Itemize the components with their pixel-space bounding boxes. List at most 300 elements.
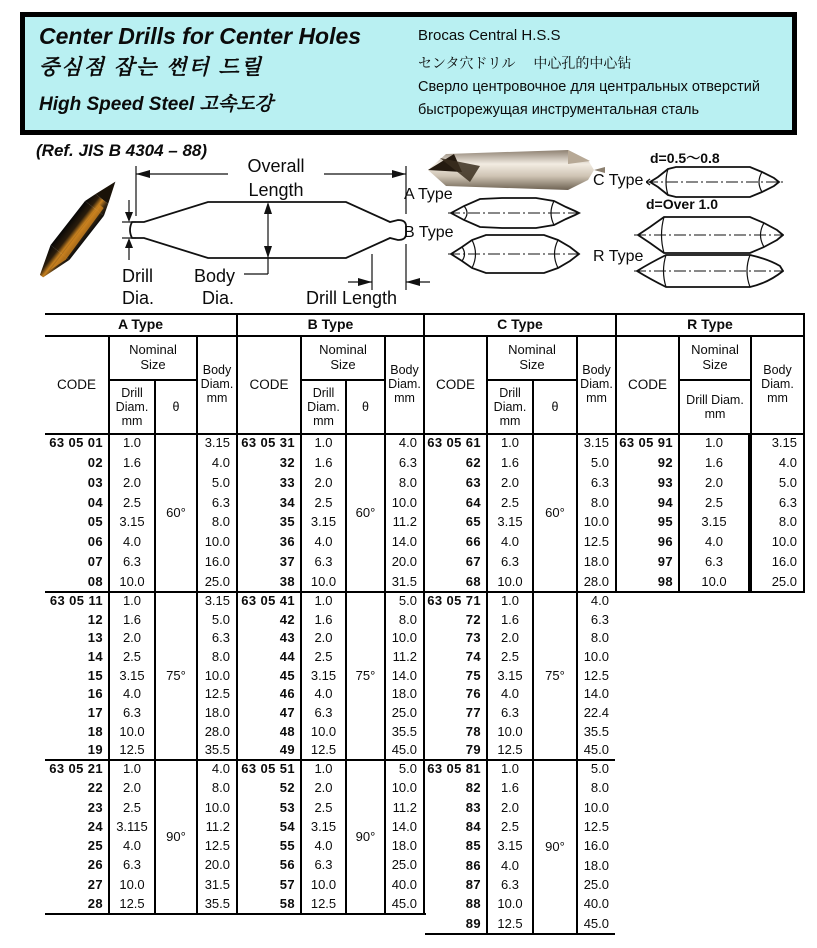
- body-diam-column: [384, 433, 423, 591]
- drill-diam-cell: 3.15: [310, 818, 337, 834]
- code-column: [45, 591, 110, 759]
- drill-diam-cell: 4.0: [314, 534, 333, 550]
- spec-block: [425, 591, 615, 759]
- title-japanese-chinese: センタ穴ドリル 中心孔的中心钻: [418, 55, 632, 71]
- column-headers: [238, 335, 423, 433]
- theta-cell: 75°: [545, 667, 565, 683]
- theta-cell: 60°: [166, 504, 186, 520]
- spec-block: [238, 433, 423, 591]
- body-diam-cell: 6.3: [590, 611, 609, 627]
- body-diam-column: [196, 759, 236, 913]
- theta-column: [156, 433, 196, 591]
- body-diam-cell: 5.0: [590, 455, 609, 471]
- body-diam-cell: 14.0: [391, 818, 417, 834]
- overall-length-label-1: Overall: [247, 158, 305, 176]
- drill-diam-cell: 6.3: [500, 553, 520, 569]
- drill-diam-cell: 2.5: [704, 494, 724, 510]
- body-diam-column: [384, 591, 423, 759]
- code-cell: 79: [465, 742, 481, 758]
- theta-cell: 75°: [166, 667, 186, 683]
- body-diam-cell: 35.5: [204, 895, 230, 911]
- drill-diam-cell: 10.0: [701, 573, 727, 589]
- c-type-large-note: d=Over 1.0: [646, 196, 718, 212]
- code-cell: 37: [279, 553, 295, 569]
- drill-diam-cell: 6.3: [122, 704, 142, 720]
- type-header-a: A Type: [117, 316, 164, 332]
- body-diam-column: [196, 591, 236, 759]
- type-label-r: R Type: [593, 248, 644, 265]
- body-diam-cell: 6.3: [211, 494, 230, 510]
- code-cell: 63 05 61: [427, 435, 481, 451]
- body-diam-cell: 20.0: [391, 553, 417, 569]
- drill-diam-column: [488, 591, 534, 759]
- body-diam-cell: 8.0: [590, 494, 609, 510]
- code-cell: 93: [657, 474, 673, 490]
- drill-diam-header: Drill Diam. mm: [110, 381, 156, 433]
- code-column: [425, 759, 488, 933]
- body-diam-cell: 16.0: [771, 553, 797, 569]
- code-cell: 32: [279, 455, 295, 471]
- body-diam-cell: 45.0: [583, 742, 609, 758]
- body-diam-cell: 4.0: [211, 455, 230, 471]
- drill-diam-cell: 1.0: [122, 592, 142, 608]
- theta-header: θ: [362, 400, 369, 414]
- drill-diam-cell: 1.0: [500, 435, 520, 451]
- drill-diam-cell: 4.0: [500, 857, 520, 873]
- drill-diam-cell: 2.5: [122, 648, 142, 664]
- ref-note: (Ref. JIS B 4304 – 88): [36, 141, 208, 160]
- theta-column: [534, 591, 576, 759]
- drill-diam-cell: 6.3: [122, 857, 142, 873]
- theta-cell: 75°: [355, 667, 376, 683]
- spec-block: [45, 759, 236, 913]
- body-diam-cell: 6.3: [211, 630, 230, 646]
- body-diam-cell: 25.0: [771, 573, 797, 589]
- code-cell: 15: [87, 667, 103, 683]
- code-cell: 86: [465, 857, 481, 873]
- code-cell: 48: [279, 723, 295, 739]
- body-diam-cell: 12.5: [204, 686, 230, 702]
- drill-diam-cell: 10.0: [119, 876, 145, 892]
- code-cell: 63 05 51: [241, 761, 295, 777]
- drill-diam-cell: 1.0: [500, 592, 520, 608]
- drill-diam-cell: 3.15: [497, 838, 523, 854]
- drill-diam-cell: 3.15: [119, 667, 145, 683]
- drill-diam-cell: 2.0: [314, 474, 333, 490]
- code-cell: 63: [465, 474, 481, 490]
- body-diam-cell: 6.3: [590, 474, 609, 490]
- type-label-c: C Type: [593, 172, 644, 189]
- theta-column: [534, 759, 576, 933]
- table-group-a: [45, 313, 238, 913]
- drill-diam-cell: 2.0: [122, 474, 142, 490]
- code-cell: 23: [87, 799, 103, 815]
- drill-diam-column: [302, 759, 347, 913]
- code-cell: 24: [87, 818, 103, 834]
- code-cell: 53: [279, 799, 295, 815]
- drill-diam-cell: 2.0: [314, 630, 333, 646]
- code-header: CODE: [45, 335, 110, 433]
- body-diam-column: [576, 433, 615, 591]
- body-diam-cell: 25.0: [583, 877, 609, 893]
- drill-diam-cell: 2.5: [314, 494, 333, 510]
- nominal-size-header: Nominal Size: [302, 335, 384, 381]
- drill-diam-cell: 1.0: [122, 761, 142, 777]
- code-cell: 57: [279, 876, 295, 892]
- drill-diam-cell: 10.0: [310, 573, 337, 589]
- b-type-drawing: [448, 232, 583, 276]
- code-cell: 97: [657, 553, 673, 569]
- theta-cell: 60°: [355, 504, 376, 520]
- body-diam-cell: 18.0: [204, 704, 230, 720]
- drill-diam-column: [110, 433, 156, 591]
- drill-diam-column: [110, 591, 156, 759]
- code-cell: 95: [657, 514, 673, 530]
- code-cell: 96: [657, 534, 673, 550]
- body-diam-cell: 25.0: [391, 857, 417, 873]
- code-cell: 87: [465, 877, 481, 893]
- body-diam-cell: 6.3: [398, 455, 417, 471]
- code-cell: 35: [279, 514, 295, 530]
- theta-cell: 90°: [545, 838, 565, 854]
- theta-column: [156, 759, 196, 913]
- title-russian-1: Сверло центровочное для центральных отверстий: [418, 79, 761, 95]
- drill-diam-cell: 6.3: [314, 704, 333, 720]
- spec-table: [45, 313, 805, 937]
- drill-diam-cell: 1.6: [122, 611, 142, 627]
- body-diam-column: [196, 433, 236, 591]
- body-diam-cell: 14.0: [583, 686, 609, 702]
- code-cell: 28: [87, 895, 103, 911]
- drill-diam-cell: 2.5: [314, 799, 333, 815]
- code-column: [425, 433, 488, 591]
- code-cell: 27: [87, 876, 103, 892]
- drill-diam-cell: 3.15: [497, 514, 523, 530]
- drill-diam-cell: 2.5: [122, 799, 142, 815]
- type-header-b: B Type: [307, 316, 354, 332]
- body-diam-cell: 25.0: [204, 573, 230, 589]
- code-cell: 58: [279, 895, 295, 911]
- body-diam-cell: 4.0: [590, 592, 609, 608]
- overall-length-label-2: Length: [248, 180, 304, 200]
- drill-diam-cell: 12.5: [497, 915, 523, 931]
- drill-diam-cell: 1.6: [314, 611, 333, 627]
- drill-diam-cell: 2.0: [500, 630, 520, 646]
- code-cell: 85: [465, 838, 481, 854]
- code-cell: 47: [279, 704, 295, 720]
- table-rule: [45, 433, 805, 435]
- code-cell: 64: [465, 494, 481, 510]
- body-diam-cell: 5.0: [590, 761, 609, 777]
- drill-diam-column: [488, 759, 534, 933]
- body-diam-header: Body Diam. mm: [750, 335, 803, 433]
- type-header-c: C Type: [497, 316, 543, 332]
- code-cell: 13: [87, 630, 103, 646]
- theta-cell: 60°: [545, 504, 565, 520]
- body-diam-column: [576, 591, 615, 759]
- body-diam-cell: 16.0: [204, 553, 230, 569]
- code-cell: 62: [465, 455, 481, 471]
- drill-diam-cell: 10.0: [310, 723, 337, 739]
- drill-diam-cell: 12.5: [310, 895, 337, 911]
- drill-dia-label-1: Drill: [122, 266, 153, 286]
- code-cell: 14: [87, 648, 103, 664]
- code-cell: 92: [657, 455, 673, 471]
- body-diam-cell: 8.0: [778, 514, 797, 530]
- code-cell: 19: [87, 742, 103, 758]
- c-type-small-note: d=0.5～0.8: [650, 150, 720, 166]
- drill-length-label: Drill Length: [306, 288, 398, 308]
- code-cell: 42: [279, 611, 295, 627]
- drill-diam-cell: 1.6: [500, 780, 520, 796]
- body-diam-cell: 31.5: [391, 573, 417, 589]
- code-cell: 89: [465, 915, 481, 931]
- drill-diam-cell: 3.15: [497, 667, 523, 683]
- spec-block: [425, 433, 615, 591]
- body-diam-cell: 20.0: [204, 857, 230, 873]
- body-diam-cell: 10.0: [391, 494, 417, 510]
- code-column: [425, 591, 488, 759]
- body-diam-cell: 45.0: [391, 895, 417, 911]
- code-cell: 94: [657, 494, 673, 510]
- body-diam-cell: 5.0: [211, 474, 230, 490]
- body-diam-cell: 10.0: [204, 534, 230, 550]
- theta-column: [347, 759, 384, 913]
- body-diam-header: Body Diam. mm: [196, 335, 236, 433]
- code-cell: 65: [465, 514, 481, 530]
- code-cell: 17: [87, 704, 103, 720]
- body-diam-cell: 5.0: [398, 592, 417, 608]
- body-diam-cell: 14.0: [391, 667, 417, 683]
- drill-diam-cell: 10.0: [119, 723, 145, 739]
- drill-diam-cell: 10.0: [119, 573, 145, 589]
- drill-diam-column: [110, 759, 156, 913]
- body-dia-label-2: Dia.: [202, 288, 235, 308]
- drill-diam-header: Drill Diam. mm: [302, 381, 347, 433]
- table-group-b: [238, 313, 425, 913]
- code-column: [45, 759, 110, 913]
- code-cell: 16: [87, 686, 103, 702]
- body-diam-cell: 12.5: [583, 534, 609, 550]
- body-diam-cell: 45.0: [583, 915, 609, 931]
- drill-diam-cell: 3.15: [119, 514, 145, 530]
- drill-diam-cell: 1.0: [704, 435, 724, 451]
- dimension-diagram: [120, 158, 432, 308]
- code-cell: 06: [87, 534, 103, 550]
- body-diam-cell: 3.15: [771, 435, 797, 451]
- body-diam-cell: 10.0: [391, 630, 417, 646]
- body-diam-cell: 8.0: [211, 514, 230, 530]
- drill-diam-cell: 1.0: [314, 592, 333, 608]
- body-diam-cell: 28.0: [583, 573, 609, 589]
- table-rule: [45, 591, 805, 593]
- page-subtitle: High Speed Steel 고속도강: [39, 94, 273, 115]
- code-cell: 07: [87, 553, 103, 569]
- code-cell: 78: [465, 723, 481, 739]
- table-rule: [45, 913, 426, 915]
- body-diam-cell: 11.2: [392, 799, 417, 815]
- body-diam-cell: 12.5: [204, 838, 230, 854]
- body-diam-cell: 4.0: [211, 761, 230, 777]
- body-diam-cell: 3.15: [204, 592, 230, 608]
- body-diam-cell: 10.0: [204, 667, 230, 683]
- spec-block: [617, 433, 803, 591]
- drill-diam-column: [302, 433, 347, 591]
- column-headers: [425, 335, 615, 433]
- body-diam-column: [384, 759, 423, 913]
- drill-diam-cell: 2.0: [314, 780, 333, 796]
- title-russian-2: быстрорежущая инструментальная сталь: [418, 102, 700, 118]
- body-diam-cell: 4.0: [778, 455, 797, 471]
- body-diam-cell: 11.2: [392, 514, 417, 530]
- code-cell: 44: [279, 648, 295, 664]
- drill-diam-cell: 1.6: [500, 455, 520, 471]
- a-type-drawing: [448, 194, 583, 232]
- drill-diam-cell: 1.6: [314, 455, 333, 471]
- drill-diam-cell: 12.5: [119, 742, 145, 758]
- code-cell: 33: [279, 474, 295, 490]
- drill-diam-cell: 6.3: [500, 877, 520, 893]
- drill-diam-cell: 2.0: [704, 474, 724, 490]
- spec-block: [45, 591, 236, 759]
- type-label-a: A Type: [404, 186, 453, 203]
- code-column: [617, 433, 680, 591]
- body-diam-cell: 18.0: [583, 553, 609, 569]
- code-cell: 63 05 01: [49, 435, 103, 451]
- drill-diam-cell: 4.0: [314, 838, 333, 854]
- code-cell: 82: [465, 780, 481, 796]
- theta-cell: 90°: [166, 828, 186, 844]
- drill-diam-cell: 3.15: [310, 514, 337, 530]
- body-diam-cell: 4.0: [398, 435, 417, 451]
- drill-diam-cell: 6.3: [314, 553, 333, 569]
- drill-diam-cell: 12.5: [119, 895, 145, 911]
- code-cell: 68: [465, 573, 481, 589]
- page-title-korean: 중심점 잡는 썬터 드릴: [39, 56, 264, 79]
- code-cell: 25: [87, 838, 103, 854]
- nominal-size-header: Nominal Size: [680, 335, 750, 381]
- drill-diam-column: [680, 433, 750, 591]
- body-diam-cell: 11.2: [205, 818, 230, 834]
- drill-diam-column: [302, 591, 347, 759]
- code-cell: 34: [279, 494, 295, 510]
- body-diam-cell: 10.0: [583, 514, 609, 530]
- body-diam-cell: 8.0: [211, 648, 230, 664]
- drill-diam-cell: 4.0: [122, 686, 142, 702]
- theta-column: [347, 433, 384, 591]
- drill-diam-cell: 3.115: [116, 818, 148, 834]
- body-diam-cell: 18.0: [583, 857, 609, 873]
- theta-header: θ: [172, 400, 180, 414]
- title-spanish: Brocas Central H.S.S: [418, 27, 561, 44]
- body-diam-cell: 28.0: [204, 723, 230, 739]
- code-cell: 76: [465, 686, 481, 702]
- body-diam-cell: 18.0: [391, 686, 417, 702]
- drill-diam-cell: 2.0: [500, 474, 520, 490]
- body-diam-column: [576, 759, 615, 933]
- drill-diam-cell: 1.0: [314, 435, 333, 451]
- code-cell: 38: [279, 573, 295, 589]
- table-group-c: [425, 313, 615, 933]
- table-rule: [45, 313, 805, 315]
- drill-diam-cell: 2.5: [500, 494, 520, 510]
- code-cell: 22: [87, 780, 103, 796]
- code-header: CODE: [425, 335, 488, 433]
- drill-dia-label-2: Dia.: [122, 288, 155, 308]
- code-cell: 63 05 91: [619, 435, 673, 451]
- drill-diam-cell: 12.5: [497, 742, 523, 758]
- code-cell: 36: [279, 534, 295, 550]
- body-diam-cell: 12.5: [583, 819, 609, 835]
- code-cell: 49: [279, 742, 295, 758]
- drill-diam-cell: 6.3: [122, 553, 142, 569]
- code-column: [238, 591, 302, 759]
- code-cell: 63 05 21: [49, 761, 103, 777]
- body-diam-cell: 10.0: [771, 534, 797, 550]
- theta-column: [347, 591, 384, 759]
- code-cell: 03: [87, 474, 103, 490]
- r-type-drawing: [634, 250, 784, 292]
- body-diam-cell: 18.0: [391, 838, 417, 854]
- body-diam-cell: 3.15: [583, 435, 609, 451]
- code-cell: 66: [465, 534, 481, 550]
- code-cell: 75: [465, 667, 481, 683]
- spec-block: [238, 591, 423, 759]
- drill-diam-cell: 4.0: [500, 534, 520, 550]
- theta-column: [156, 591, 196, 759]
- drill-diam-cell: 10.0: [497, 723, 523, 739]
- page-title: Center Drills for Center Holes: [39, 23, 362, 49]
- code-cell: 52: [279, 780, 295, 796]
- body-diam-cell: 10.0: [204, 799, 230, 815]
- code-cell: 83: [465, 799, 481, 815]
- body-diam-cell: 8.0: [211, 780, 230, 796]
- drill-diam-cell: 2.5: [314, 648, 333, 664]
- body-diam-cell: 8.0: [398, 474, 417, 490]
- body-diam-cell: 11.2: [392, 648, 417, 664]
- drill-diam-cell: 4.0: [500, 686, 520, 702]
- code-cell: 73: [465, 630, 481, 646]
- code-cell: 02: [87, 455, 103, 471]
- code-cell: 12: [87, 611, 103, 627]
- spec-block: [45, 433, 236, 591]
- drill-diam-cell: 2.5: [500, 819, 520, 835]
- table-group-r: [615, 313, 805, 591]
- code-cell: 26: [87, 857, 103, 873]
- drill-diam-cell: 10.0: [310, 876, 337, 892]
- code-column: [238, 433, 302, 591]
- body-diam-column: [750, 433, 803, 591]
- body-diam-cell: 31.5: [204, 876, 230, 892]
- drill-diam-cell: 1.0: [500, 761, 520, 777]
- drill-diam-cell: 1.6: [122, 455, 142, 471]
- code-cell: 55: [279, 838, 295, 854]
- drill-diam-cell: 2.0: [500, 799, 520, 815]
- drill-diam-cell: 1.6: [704, 455, 724, 471]
- body-diam-header: Body Diam. mm: [576, 335, 615, 433]
- code-cell: 88: [465, 896, 481, 912]
- theta-cell: 90°: [355, 828, 376, 844]
- body-diam-cell: 16.0: [583, 838, 609, 854]
- body-diam-cell: 40.0: [391, 876, 417, 892]
- code-column: [238, 759, 302, 913]
- code-cell: 45: [279, 667, 295, 683]
- code-cell: 72: [465, 611, 481, 627]
- drill-diam-header: Drill Diam. mm: [488, 381, 534, 433]
- drill-diam-cell: 4.0: [314, 686, 333, 702]
- drill-photo: [24, 166, 128, 298]
- code-cell: 08: [87, 573, 103, 589]
